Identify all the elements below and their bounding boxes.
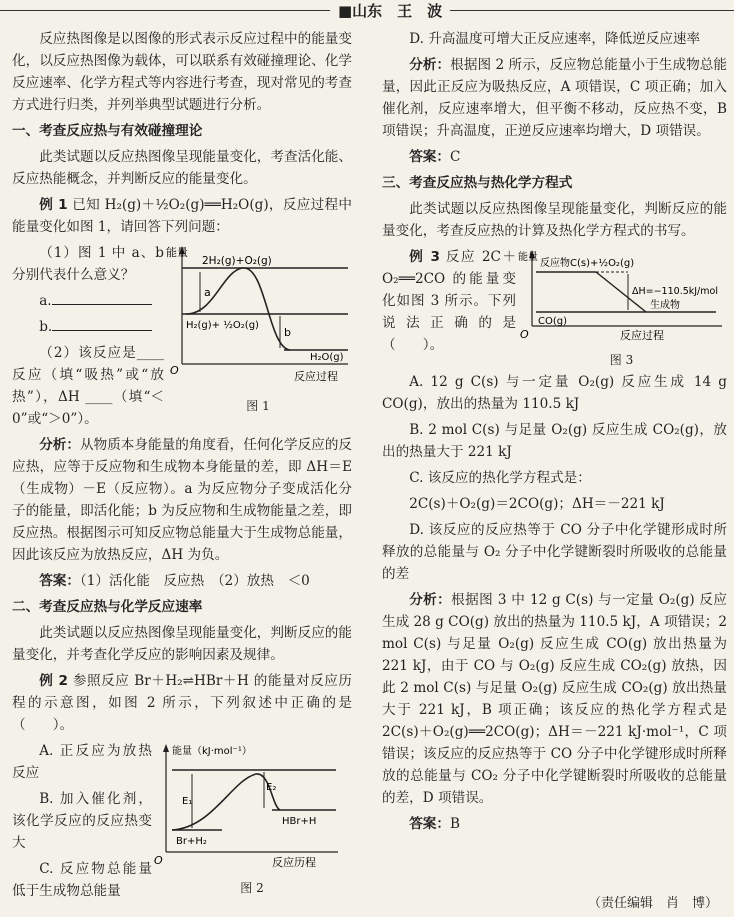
example-3-option-b: B. 2 mol C(s) 与足量 O₂(g) 反应生成 CO₂(g)，放出的热量大于 221 kJ xyxy=(382,422,727,460)
figure-1 xyxy=(164,242,352,434)
section-3-title: 三、考查反应热与热化学方程式 xyxy=(382,175,573,191)
example-3-option-a: A. 12 g C(s) 与一定量 O₂(g) 反应生成 14 g CO(g)，放出的热量为 110.5 kJ xyxy=(382,374,727,412)
example-3-block xyxy=(382,246,727,371)
example-2-options xyxy=(12,740,152,906)
example-1-label: 例 1 xyxy=(39,197,68,213)
option-a: A. 正反应为放热反应 xyxy=(12,743,152,781)
example-1-a-line: a. xyxy=(12,290,164,312)
option-c: C. 反应物总能量低于生成物总能量 xyxy=(12,861,152,899)
example-3-option-c-eq: 2C(s)＋O₂(g)＝2CO(g)；ΔH＝－221 kJ xyxy=(409,496,665,512)
intro-paragraph: 反应热图像是以图像的形式表示反应过程中的能量变化，以反应热图像为载体，可以联系有效碰撞理论、化学反应速率、化学方程式等内容进行考查，现对常见的考查方式进行归类，并列举典型试题进行分析。 xyxy=(12,31,352,113)
fig2-product: HBr+H xyxy=(282,816,317,827)
fig3-dh: ΔH=−110.5kJ/mol xyxy=(632,286,718,297)
fig1-bottom-species: H₂O(g) xyxy=(310,352,344,363)
fig1-origin: O xyxy=(170,364,179,377)
option-b: B. 加入催化剂，该化学反应的反应热变大 xyxy=(12,791,152,851)
fig2-e1: E₁ xyxy=(182,796,193,807)
fig3-reactant: 反应物C(s)+½O₂(g) xyxy=(540,258,635,269)
example-1-text: 已知 H₂(g)＋½O₂(g)══H₂O(g)，反应过程中能量变化如图 1，请回答下列问题： xyxy=(12,197,352,235)
example-2-answer: 答案：C xyxy=(409,149,461,165)
example-3-option-c: C. 该反应的热化学方程式是： xyxy=(409,470,591,486)
fig3-xlabel: 反应过程 xyxy=(620,329,664,342)
fig1-curve xyxy=(186,268,290,350)
example-1-answer: 答案：（1）活化能 反应热 （2）放热 ＜0 xyxy=(39,573,310,589)
author-line: ■山东 王 波 xyxy=(330,0,450,21)
fig2-e2: E₂ xyxy=(266,782,277,793)
fig1-top-species: 2H₂(g)+O₂(g) xyxy=(202,255,272,267)
figure-2-chart xyxy=(152,740,342,870)
fig3-ylabel: 能量 xyxy=(518,252,538,263)
section-2-title: 二、考查反应热与化学反应速率 xyxy=(12,599,203,615)
fig2-origin: O xyxy=(154,854,163,867)
example-1-analysis: 分析：从物质本身能量的角度看，任何化学反应的反应热，应等于反应物和生成物本身能量的差，即 ΔH＝E（生成物）－E（反应物）。a 为反应物分子变成活化分子的能量，即活化能；b 为反应物和生成物能量之差，即反应热。根据图示可知反应物总能量大于生成物总能量，因此该反应为放热反应，ΔH 为负。 xyxy=(12,437,353,563)
example-3-stem-wrap xyxy=(382,246,516,371)
example-3-answer: 答案：B xyxy=(409,816,460,832)
example-2-stem: 例 2 参照反应 Br＋H₂⇌HBr＋H 的能量对反应历程的示意图，如图 2 所示，下列叙述中正确的是（ ）。 xyxy=(12,673,352,733)
fig1-a: a xyxy=(204,286,211,299)
figure-2-caption: 图 2 xyxy=(240,881,264,895)
figure-3 xyxy=(516,246,727,371)
section-1-title: 一、考查反应热与有效碰撞理论 xyxy=(12,123,203,139)
page-header xyxy=(0,0,734,22)
figure-3-chart xyxy=(516,246,726,342)
figure-1-caption: 图 1 xyxy=(246,399,270,413)
example-1-q2: （2）该反应是____反应（填“吸热”或“放热”），ΔH ____（填“＜0”或“＞0”）。 xyxy=(12,345,164,427)
example-1-b-line: b. xyxy=(12,316,164,338)
fig3-product: CO(g) xyxy=(538,316,568,327)
example-1-stem xyxy=(12,194,352,238)
example-3-stem: 例 3 反应 2C＋O₂══2CO 的能量变化如图 3 所示。下列说法正确的是（ ）。 xyxy=(382,249,516,353)
fig1-ylabel: 能量 xyxy=(166,246,188,259)
example-1-questions xyxy=(12,242,164,434)
section-3-description: 此类试题以反应热图像呈现能量变化，判断反应的能量变化，考查反应热的计算及热化学方程式的书写。 xyxy=(382,201,727,239)
fig2-xlabel: 反应历程 xyxy=(272,856,316,869)
example-1-q1: （1）图 1 中 a、b 分别代表什么意义？ xyxy=(12,245,164,283)
example-1-block xyxy=(12,242,352,434)
fig3-origin: O xyxy=(520,328,529,341)
fig1-mid-species: H₂(g)+ ½O₂(g) xyxy=(186,320,259,331)
fig1-b: b xyxy=(284,326,291,339)
section-2-description: 此类试题以反应热图像呈现能量变化，判断反应的能量变化，并考查化学反应的影响因素及规律。 xyxy=(12,625,352,663)
left-column xyxy=(12,28,352,906)
fig2-reactant: Br+H₂ xyxy=(176,836,207,847)
example-3-option-d: D. 该反应的反应热等于 CO 分子中化学键形成时所释放的总能量与 O₂ 分子中化学键断裂时所吸收的总能量的差 xyxy=(382,522,727,582)
right-column xyxy=(382,28,727,839)
figure-2 xyxy=(152,740,352,906)
editor-credit: （责任编辑 肖 博） xyxy=(587,896,718,911)
example-2-block xyxy=(12,740,352,906)
figure-1-chart xyxy=(164,242,352,392)
section-1-description: 此类试题以反应热图像呈现能量变化，考查活化能、反应热能概念，并判断反应的能量变化。 xyxy=(12,149,352,187)
option-d: D. 升高温度可增大正反应速率，降低逆反应速率 xyxy=(409,31,701,47)
figure-3-caption: 图 3 xyxy=(609,353,634,367)
fig2-ylabel: 能量（kJ·mol⁻¹） xyxy=(172,746,252,757)
example-3-analysis: 分析：根据图 3 中 12 g C(s) 与一定量 O₂(g) 反应生成 28 g CO(g) 放出的热量为 110.5 kJ，A 项错误；2 mol C(s) 与足量 O₂(g) 反应生成 CO(g) 放出热量为 221 kJ，由于 CO 与 O₂(g) 反应生成 CO₂(g) 放热，因此 2 mol C(s) 与足量 O₂(g) 反应生成 CO₂(g) 放出热量大于 221 kJ，B 项正确；该反应的热化学方程式是 2C(s)＋O₂(g)══2CO(g)；ΔH＝－221 kJ·mol⁻¹，C 项错误；该反应的反应热等于 CO 分子中化学键形成时所释放的总能量与 CO₂ 分子中化学键断裂时所吸收的总能量的差，D 项错误。 xyxy=(382,592,727,806)
fig1-xlabel: 反应过程 xyxy=(294,370,338,383)
example-2-analysis: 分析：根据图 2 所示，反应物总能量小于生成物总能量，因此正反应为吸热反应，A 项错误，C 项正确；加入催化剂，反应速率增大，但平衡不移动，反应热不变，B 项错误；升高温度，正逆反应速率均增大，D 项错误。 xyxy=(382,57,728,139)
fig3-product-label: 生成物 xyxy=(650,300,680,311)
